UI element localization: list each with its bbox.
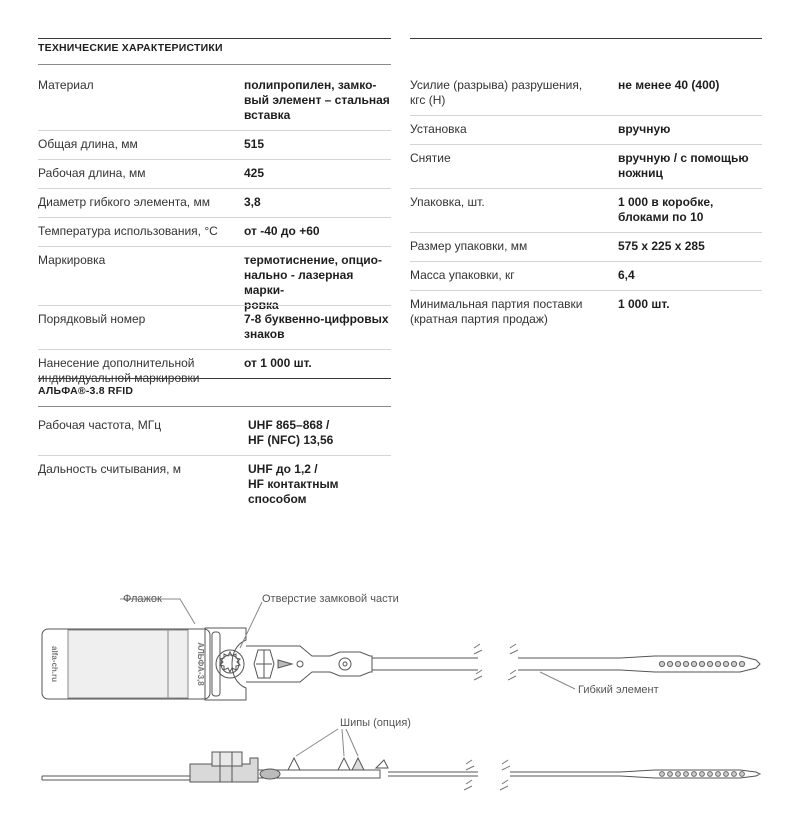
row-divider [410, 261, 762, 262]
spec-value: 575 х 225 х 285 [618, 239, 705, 253]
spec-value: 1 000 шт. [618, 297, 670, 311]
spec-value: 6,4 [618, 268, 635, 282]
flag-brand-text: alfa-ch.ru [50, 645, 59, 683]
tech-specs-rule [38, 38, 391, 39]
row-divider [38, 349, 391, 350]
spec-value: полипропилен, замко- вый элемент – стальная вставка [244, 78, 390, 122]
spec-value: не менее 40 (400) [618, 78, 720, 92]
spec-label: Усилие (разрыва) разрушения, кгс (Н) [410, 78, 583, 107]
spec-label: Минимальная партия поставки (кратная партия продаж) [410, 297, 583, 326]
row-divider [38, 217, 391, 218]
spec-label: Снятие [410, 151, 451, 165]
spec-label: Упаковка, шт. [410, 195, 485, 209]
flexible-callout: Гибкий элемент [578, 684, 659, 696]
spec-label: Материал [38, 78, 94, 92]
lock-hole-callout: Отверстие замковой части [262, 593, 399, 605]
spec-label: Рабочая длина, мм [38, 166, 146, 180]
spec-value: термотиснение, опцио- нально - лазерная марки- ровка [244, 253, 382, 312]
right-column-rule [410, 38, 762, 39]
spike-3 [352, 758, 364, 770]
spec-value: 1 000 в коробке, блоками по 10 [618, 195, 714, 224]
spec-value: от 1 000 шт. [244, 356, 312, 370]
rfid-rule [38, 378, 391, 379]
spec-row [38, 137, 391, 152]
spec-label: Порядковый номер [38, 312, 146, 326]
spec-label: Нанесение дополнительной индивидуальной маркировки [38, 356, 200, 385]
spec-value: вручную [618, 122, 671, 136]
spec-value: вручную / с помощью ножниц [618, 151, 749, 180]
spike-2 [338, 758, 350, 770]
spec-label: Размер упаковки, мм [410, 239, 528, 253]
spec-label: Маркировка [38, 253, 106, 267]
spec-row [410, 239, 762, 254]
spec-row [410, 78, 762, 108]
spec-label: Общая длина, мм [38, 137, 138, 151]
row-divider [38, 130, 391, 131]
spec-row [410, 122, 762, 137]
spec-label: Рабочая частота, МГц [38, 418, 162, 432]
row-divider [410, 188, 762, 189]
spec-value: 7-8 буквенно-цифровых знаков [244, 312, 389, 341]
flexible-callout-line [540, 672, 575, 689]
row-divider [410, 290, 762, 291]
spec-row [410, 297, 762, 327]
seal-technical-drawing [0, 532, 800, 832]
lock-body [205, 628, 246, 700]
spec-row [38, 78, 391, 122]
spec-value: UHF до 1,2 / HF контактным способом [248, 462, 339, 506]
spec-row [410, 195, 762, 224]
rfid-title: АЛЬФА®-3.8 RFID [38, 385, 134, 397]
row-divider [38, 159, 391, 160]
spec-value: 515 [244, 137, 265, 151]
flag-inner-panel [68, 630, 188, 698]
spec-label: Температура использования, °С [38, 224, 218, 238]
spec-row [410, 268, 762, 283]
spikes-callout: Шипы (опция) [340, 717, 411, 729]
spec-row [38, 195, 391, 210]
spec-value: от -40 до +60 [244, 224, 320, 238]
spec-label: Установка [410, 122, 467, 136]
row-divider [38, 246, 391, 247]
spec-row [38, 418, 391, 447]
spec-row [410, 151, 762, 180]
spec-label: Дальность считывания, м [38, 462, 182, 476]
spec-row [38, 312, 391, 341]
row-divider [410, 115, 762, 116]
spec-value: 3,8 [244, 195, 261, 209]
spec-row [38, 356, 391, 386]
row-divider [38, 455, 391, 456]
spike-1 [288, 758, 300, 770]
spec-label: Диаметр гибкого элемента, мм [38, 195, 210, 209]
spec-row [38, 462, 391, 506]
spec-row [38, 224, 391, 239]
spec-row [38, 253, 391, 312]
row-divider [38, 305, 391, 306]
spec-value: UHF 865–868 / HF (NFC) 13,56 [248, 418, 334, 447]
rfid-header-divider [38, 406, 391, 407]
row-divider [410, 144, 762, 145]
lock-hole-callout-line [240, 602, 262, 648]
tech-header-divider [38, 64, 391, 65]
row-divider [38, 188, 391, 189]
spec-row [38, 166, 391, 181]
flag-callout: Флажок [123, 593, 162, 605]
spec-label: Масса упаковки, кг [410, 268, 515, 282]
flag-model-text: АЛЬФА-3,8 [196, 642, 205, 686]
tech-specs-title: ТЕХНИЧЕСКИЕ ХАРАКТЕРИСТИКИ [38, 42, 223, 54]
row-divider [410, 232, 762, 233]
spikes-callout-lines [296, 729, 358, 756]
spec-value: 425 [244, 166, 265, 180]
